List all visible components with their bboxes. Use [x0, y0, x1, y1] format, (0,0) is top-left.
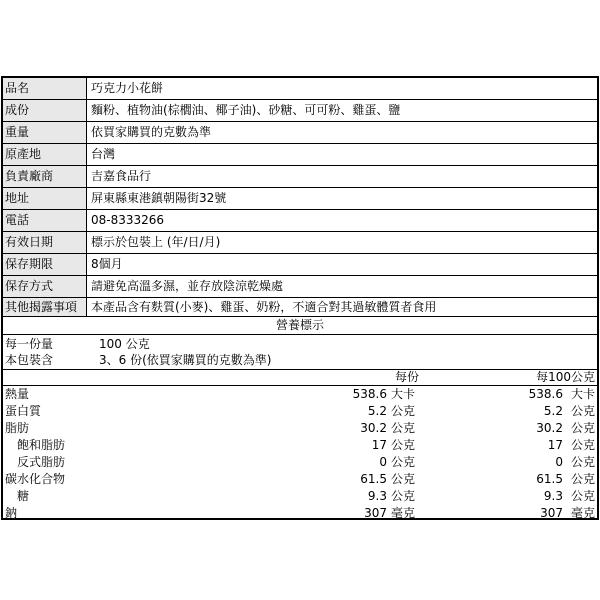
info-value: 標示於包裝上 (年/日/月)	[91, 235, 221, 249]
nutrition-row	[3, 471, 597, 488]
info-value: 依買家購買的克數為準	[91, 125, 212, 139]
nutrient-name: 蛋白質	[5, 404, 42, 418]
info-row-phone	[3, 210, 597, 232]
nutrient-unit-per-100g: 公克	[571, 438, 596, 452]
nutrient-value-per-serving: 5.2	[367, 404, 387, 418]
nutrient-unit-per-100g: 公克	[571, 404, 596, 418]
info-value: 麵粉、植物油(棕櫚油、椰子油)、砂糖、可可粉、雞蛋、鹽	[91, 103, 401, 117]
nutrient-name: 糖	[17, 489, 30, 503]
nutrient-unit-per-100g: 公克	[571, 455, 596, 469]
nutrient-unit-per-serving: 公克	[391, 489, 416, 503]
info-value: 本產品含有麩質(小麥)、雞蛋、奶粉，不適合對其過敏體質者食用	[91, 300, 437, 314]
nutrient-value-per-100g: 9.3	[543, 489, 563, 503]
nutrition-row	[3, 386, 597, 403]
servings-per-package-label: 本包裝含	[5, 353, 54, 367]
nutrition-row	[3, 454, 597, 471]
nutrient-value-per-serving: 30.2	[360, 421, 387, 435]
nutrient-unit-per-100g: 公克	[571, 421, 596, 435]
nutrient-value-per-100g: 307	[540, 506, 563, 520]
nutrient-name: 熱量	[5, 387, 30, 401]
nutrition-row	[3, 420, 597, 437]
info-row-product-name	[3, 78, 597, 100]
nutrient-unit-per-serving: 毫克	[391, 506, 416, 520]
nutrient-unit-per-100g: 公克	[571, 489, 596, 503]
nutrient-name: 飽和脂肪	[17, 438, 66, 452]
info-label: 有效日期	[3, 232, 87, 253]
servings-per-package-value: 3、6 份(依買家購買的克數為準)	[99, 353, 272, 367]
nutrient-unit-per-serving: 大卡	[391, 387, 416, 401]
nutrient-value-per-100g: 5.2	[543, 404, 563, 418]
nutrient-value-per-100g: 17	[547, 438, 563, 452]
nutrient-unit-per-serving: 公克	[391, 455, 416, 469]
info-row-manufacturer	[3, 166, 597, 188]
product-label-table	[1, 76, 599, 520]
info-value: 08-8333266	[91, 213, 165, 227]
info-value: 台灣	[91, 147, 116, 161]
info-row-weight	[3, 122, 597, 144]
nutrient-value-per-serving: 61.5	[360, 472, 387, 486]
info-label: 重量	[3, 122, 87, 143]
nutrition-row	[3, 403, 597, 420]
nutrient-value-per-serving: 538.6	[352, 387, 387, 401]
info-value: 巧克力小花餅	[91, 81, 164, 95]
nutrient-unit-per-100g: 毫克	[571, 506, 596, 520]
serving-size-label: 每一份量	[5, 337, 54, 351]
info-label: 品名	[3, 78, 87, 99]
nutrition-row	[3, 488, 597, 505]
nutrient-value-per-serving: 17	[371, 438, 387, 452]
info-row-other-disclosures	[3, 298, 597, 317]
info-label: 電話	[3, 210, 87, 231]
nutrition-title: 營養標示	[3, 317, 597, 335]
info-value: 請避免高溫多濕，並存放陰涼乾燥處	[91, 279, 284, 293]
info-label: 地址	[3, 188, 87, 209]
nutrient-value-per-serving: 9.3	[367, 489, 387, 503]
column-header-per-100g: 每100公克	[536, 370, 595, 384]
nutrient-unit-per-serving: 公克	[391, 421, 416, 435]
nutrition-row	[3, 505, 597, 522]
nutrient-name: 反式脂肪	[17, 455, 66, 469]
info-label: 保存方式	[3, 276, 87, 297]
nutrient-name: 鈉	[5, 506, 18, 520]
info-row-shelf-life	[3, 254, 597, 276]
column-header-per-serving: 每份	[394, 370, 419, 384]
nutrient-value-per-serving: 0	[379, 455, 387, 469]
nutrient-value-per-100g: 61.5	[536, 472, 563, 486]
serving-size-value: 100 公克	[99, 337, 150, 351]
nutrient-value-per-serving: 307	[364, 506, 387, 520]
nutrition-row	[3, 437, 597, 454]
nutrient-value-per-100g: 30.2	[536, 421, 563, 435]
info-row-storage	[3, 276, 597, 298]
info-label: 其他揭露事項	[3, 298, 87, 316]
nutrient-name: 脂肪	[5, 421, 30, 435]
nutrient-value-per-100g: 0	[555, 455, 563, 469]
info-label: 保存期限	[3, 254, 87, 275]
info-row-expiry-date	[3, 232, 597, 254]
divider	[3, 369, 597, 370]
nutrient-unit-per-serving: 公克	[391, 438, 416, 452]
nutrient-unit-per-serving: 公克	[391, 404, 416, 418]
nutrient-unit-per-serving: 公克	[391, 472, 416, 486]
nutrient-unit-per-100g: 公克	[571, 472, 596, 486]
info-row-origin	[3, 144, 597, 166]
info-row-ingredients	[3, 100, 597, 122]
nutrient-name: 碳水化合物	[5, 472, 66, 486]
info-label: 負責廠商	[3, 166, 87, 187]
info-label: 成份	[3, 100, 87, 121]
nutrient-value-per-100g: 538.6	[528, 387, 563, 401]
info-value: 吉嘉食品行	[91, 169, 152, 183]
info-row-address	[3, 188, 597, 210]
info-label: 原產地	[3, 144, 87, 165]
info-value: 屏東縣東港鎮朝陽街32號	[91, 191, 227, 205]
info-value: 8個月	[91, 257, 123, 271]
nutrient-unit-per-100g: 大卡	[571, 387, 596, 401]
